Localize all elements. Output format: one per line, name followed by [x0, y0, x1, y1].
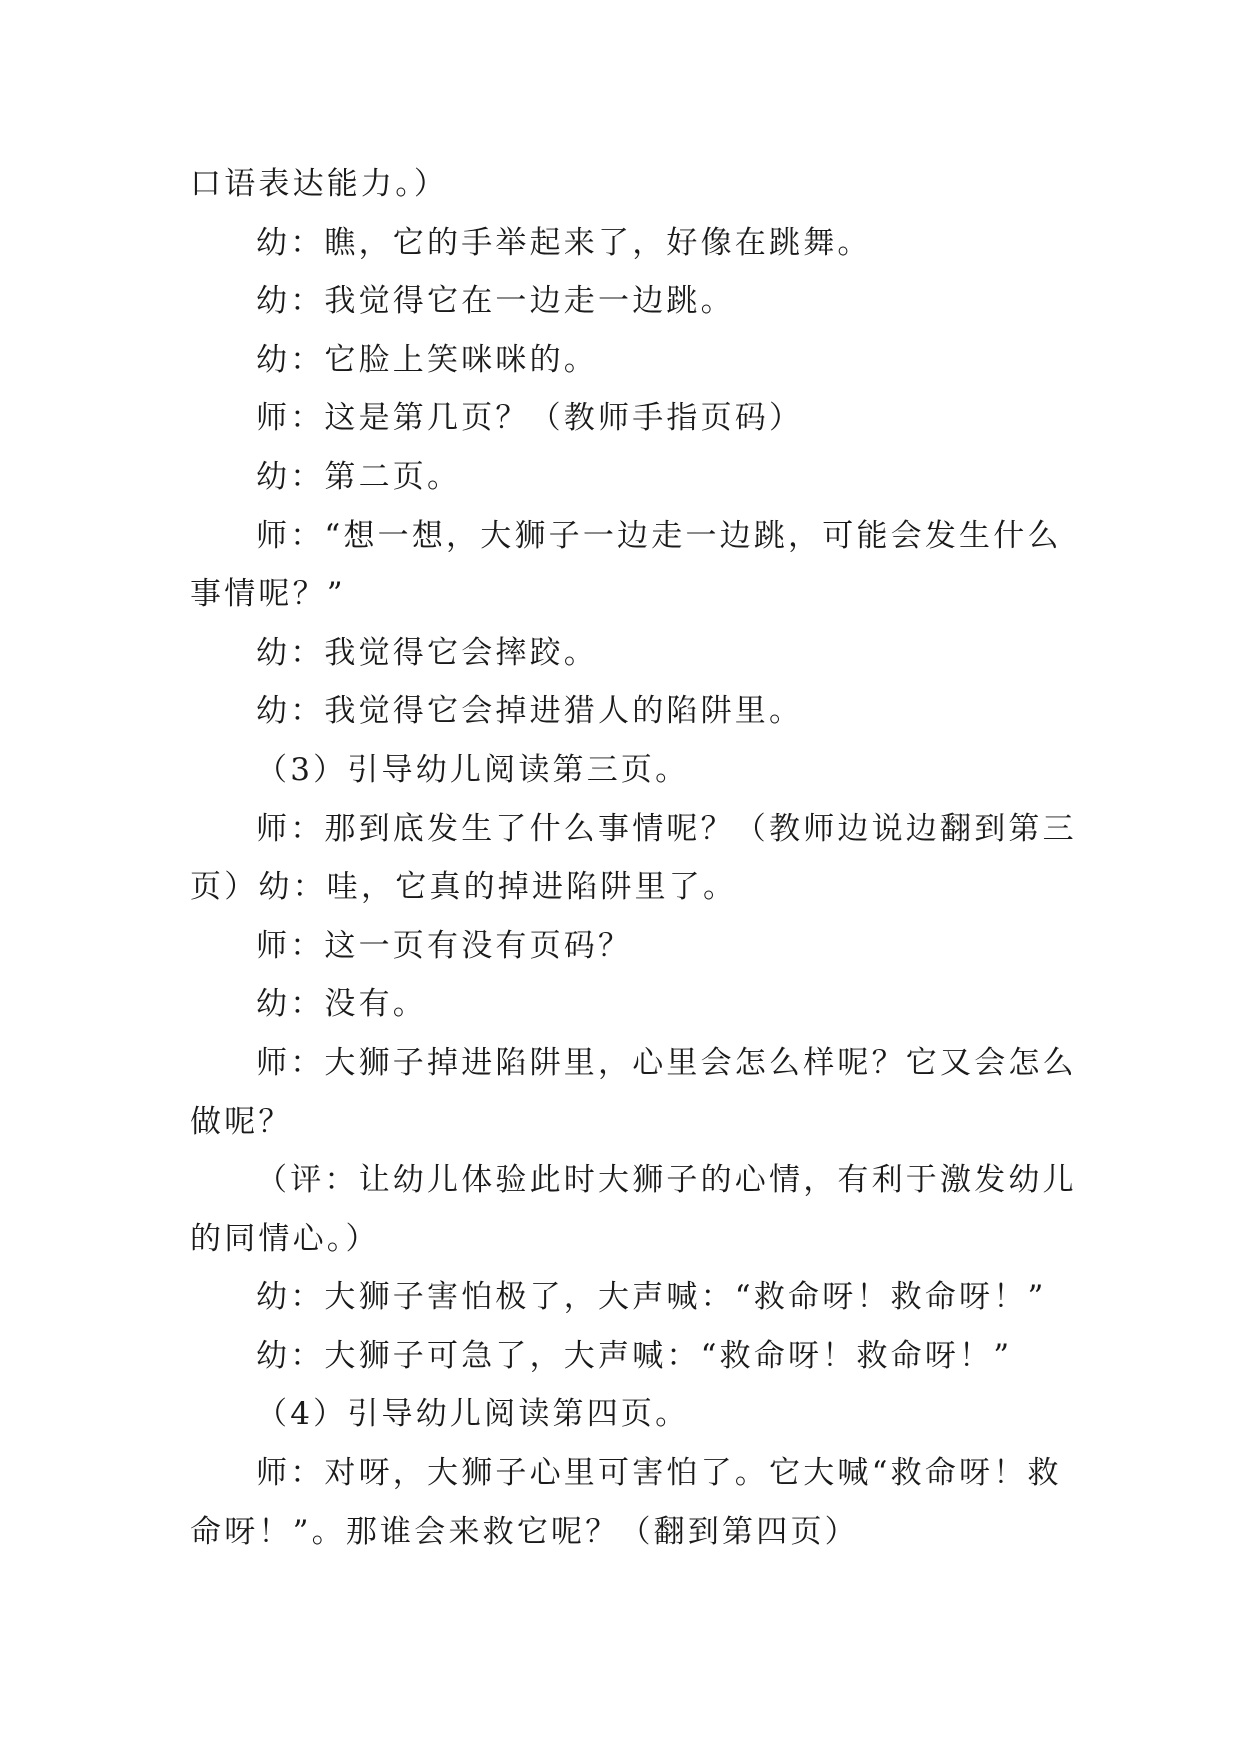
paragraph-line: 幼：我觉得它在一边走一边跳。: [256, 283, 735, 320]
paragraph-line: 幼：大狮子可急了，大声喊：“救命呀！救命呀！”: [256, 1337, 1013, 1374]
paragraph-line: 幼：瞧，它的手举起来了，好像在跳舞。: [256, 224, 872, 261]
paragraph-line: 事情呢？”: [190, 576, 346, 613]
body-text: [190, 155, 1077, 1561]
paragraph-line: 幼：没有。: [256, 986, 427, 1023]
paragraph-line: 师：这是第几页？（教师手指页码）: [256, 400, 804, 437]
paragraph-line: 命呀！”。那谁会来救它呢？（翻到第四页）: [190, 1513, 859, 1550]
paragraph-line: 幼：它脸上笑咪咪的。: [256, 341, 598, 378]
comment-line: 的同情心。）: [190, 1220, 380, 1257]
paragraph-line: 师：大狮子掉进陷阱里，心里会怎么样呢？它又会怎么: [256, 1044, 1077, 1081]
paragraph-line: 做呢？: [190, 1103, 293, 1140]
paragraph-line: 口语表达能力。）: [190, 166, 449, 202]
paragraph-line: 师：“想一想，大狮子一边走一边跳，可能会发生什么: [256, 517, 1062, 554]
section-heading: （3）引导幼儿阅读第三页。: [256, 751, 690, 788]
paragraph-line: 师：那到底发生了什么事情呢？（教师边说边翻到第三: [256, 810, 1077, 847]
paragraph-line: 幼：我觉得它会摔跤。: [256, 634, 598, 671]
paragraph-line: 师：这一页有没有页码？: [256, 927, 633, 964]
paragraph-line: 幼：我觉得它会掉进猎人的陷阱里。: [256, 693, 804, 730]
paragraph-line: 幼：第二页。: [256, 458, 462, 495]
comment-line: （评：让幼儿体验此时大狮子的心情，有利于激发幼儿: [256, 1162, 1077, 1199]
section-heading: （4）引导幼儿阅读第四页。: [256, 1396, 690, 1433]
paragraph-line: 页）幼：哇，它真的掉进陷阱里了。: [190, 869, 738, 906]
paragraph-line: 幼：大狮子害怕极了，大声喊：“救命呀！救命呀！”: [256, 1279, 1047, 1316]
paragraph-line: 师：对呀，大狮子心里可害怕了。它大喊“救命呀！救: [256, 1455, 1062, 1492]
